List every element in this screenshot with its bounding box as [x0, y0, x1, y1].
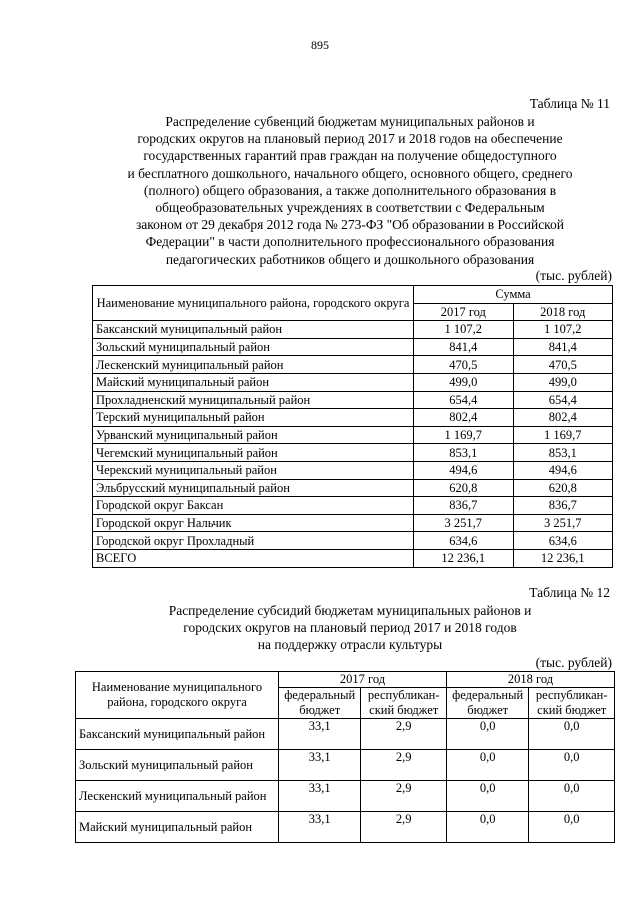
table-row — [76, 781, 615, 812]
row-value-2018: 853,1 — [513, 444, 612, 462]
row-name: Урванский муниципальный район — [93, 426, 414, 444]
row-value-2018: 841,4 — [513, 338, 612, 356]
row-value-2017: 836,7 — [414, 497, 513, 515]
table-row — [93, 409, 613, 427]
row-federal-2017: 33,1 — [279, 750, 361, 781]
row-name: Чегемский муниципальный район — [93, 444, 414, 462]
row-federal-2017: 33,1 — [279, 812, 361, 843]
row-republic-2017: 2,9 — [361, 781, 447, 812]
title-line: Распределение субвенций бюджетам муниципальных районов и — [165, 114, 535, 129]
header-republic-2017: республикан-ский бюджет — [361, 688, 447, 719]
row-value-2018: 470,5 — [513, 356, 612, 374]
table-row — [76, 750, 615, 781]
row-value-2018: 1 107,2 — [513, 321, 612, 339]
title-line: городских округов на плановый период 2017 и 2018 годов на обеспечение — [137, 131, 563, 147]
row-name: Зольский муниципальный район — [76, 750, 279, 781]
header-name: Наименование муниципального района, городского округа — [76, 672, 279, 719]
page-number: 895 — [311, 38, 329, 52]
row-value-2018: 620,8 — [513, 479, 612, 497]
header-name: Наименование муниципального района, городского округа — [93, 286, 414, 321]
table-row — [76, 719, 615, 750]
row-name: Городской округ Баксан — [93, 497, 414, 515]
row-value-2017: 634,6 — [414, 532, 513, 550]
row-name: Баксанский муниципальный район — [93, 321, 414, 339]
row-name: ВСЕГО — [93, 549, 414, 567]
row-value-2017: 12 236,1 — [414, 549, 513, 567]
row-name: Баксанский муниципальный район — [76, 719, 279, 750]
row-republic-2018: 0,0 — [529, 812, 615, 843]
row-value-2018: 802,4 — [513, 409, 612, 427]
title-line: государственных гарантий прав граждан на получение общедоступного — [143, 148, 557, 164]
title-line: законом от 29 декабря 2012 года № 273-ФЗ "Об образовании в Российской — [135, 217, 565, 233]
table-header-row — [76, 672, 615, 688]
table-row — [93, 356, 613, 374]
table-row — [93, 549, 613, 567]
row-value-2017: 853,1 — [414, 444, 513, 462]
row-value-2018: 494,6 — [513, 461, 612, 479]
table-row — [93, 426, 613, 444]
title-line: общеобразовательных учреждениях в соответствии с Федеральным — [155, 200, 545, 216]
row-republic-2018: 0,0 — [529, 781, 615, 812]
row-republic-2018: 0,0 — [529, 719, 615, 750]
row-value-2017: 654,4 — [414, 391, 513, 409]
row-value-2018: 499,0 — [513, 373, 612, 391]
row-federal-2018: 0,0 — [446, 781, 528, 812]
table-header-row — [93, 286, 613, 304]
header-federal-2018: федеральный бюджет — [446, 688, 528, 719]
table-11 — [92, 285, 613, 568]
table-12-title — [60, 602, 640, 654]
row-value-2017: 1 169,7 — [414, 426, 513, 444]
row-value-2017: 802,4 — [414, 409, 513, 427]
header-year-2018: 2018 год — [446, 672, 614, 688]
row-value-2017: 3 251,7 — [414, 514, 513, 532]
table-row — [93, 461, 613, 479]
row-value-2017: 620,8 — [414, 479, 513, 497]
row-name: Терский муниципальный район — [93, 409, 414, 427]
table-row — [93, 497, 613, 515]
table-row — [93, 373, 613, 391]
row-value-2017: 470,5 — [414, 356, 513, 374]
table-row — [93, 321, 613, 339]
table-row — [93, 532, 613, 550]
header-federal-2017: федеральный бюджет — [279, 688, 361, 719]
title-line: городских округов на плановый период 2017 и 2018 годов — [183, 620, 517, 636]
row-value-2017: 1 107,2 — [414, 321, 513, 339]
row-value-2018: 3 251,7 — [513, 514, 612, 532]
row-name: Майский муниципальный район — [93, 373, 414, 391]
title-line: педагогических работников общего и дошкольного образования — [165, 251, 535, 267]
title-line: на поддержку отрасли культуры — [257, 637, 443, 653]
row-name: Лескенский муниципальный район — [93, 356, 414, 374]
row-federal-2018: 0,0 — [446, 719, 528, 750]
row-value-2017: 841,4 — [414, 338, 513, 356]
header-sum: Сумма — [414, 286, 613, 304]
row-republic-2017: 2,9 — [361, 812, 447, 843]
table-row — [93, 391, 613, 409]
table-row — [93, 444, 613, 462]
table-row — [93, 514, 613, 532]
table-row — [76, 812, 615, 843]
header-republic-2018: республикан-ский бюджет — [529, 688, 615, 719]
table-11-units: (тыс. рублей) — [535, 268, 612, 283]
row-federal-2018: 0,0 — [446, 750, 528, 781]
row-republic-2017: 2,9 — [361, 719, 447, 750]
row-name: Городской округ Прохладный — [93, 532, 414, 550]
row-name: Эльбрусский муниципальный район — [93, 479, 414, 497]
row-name: Прохладненский муниципальный район — [93, 391, 414, 409]
row-value-2018: 634,6 — [513, 532, 612, 550]
header-year-2017: 2017 год — [414, 303, 513, 321]
table-11-label: Таблица № 11 — [529, 96, 610, 111]
header-year-2017: 2017 год — [279, 672, 447, 688]
row-value-2017: 494,6 — [414, 461, 513, 479]
table-12-units: (тыс. рублей) — [535, 655, 612, 670]
row-name: Лескенский муниципальный район — [76, 781, 279, 812]
title-line: Распределение субсидий бюджетам муниципальных районов и — [168, 603, 532, 618]
title-line: Федерации" в части дополнительного профессионального образования — [145, 234, 555, 250]
row-federal-2017: 33,1 — [279, 781, 361, 812]
row-federal-2017: 33,1 — [279, 719, 361, 750]
table-row — [93, 479, 613, 497]
row-name: Майский муниципальный район — [76, 812, 279, 843]
row-name: Черекский муниципальный район — [93, 461, 414, 479]
table-12-label: Таблица № 12 — [529, 585, 610, 600]
title-line: (полного) общего образования, а также дополнительного образования в — [143, 182, 557, 198]
header-year-2018: 2018 год — [513, 303, 612, 321]
row-federal-2018: 0,0 — [446, 812, 528, 843]
row-value-2018: 12 236,1 — [513, 549, 612, 567]
row-name: Зольский муниципальный район — [93, 338, 414, 356]
title-line: и бесплатного дошкольного, начального общего, основного общего, среднего — [127, 165, 573, 181]
row-value-2018: 654,4 — [513, 391, 612, 409]
table-12 — [75, 671, 615, 843]
row-republic-2017: 2,9 — [361, 750, 447, 781]
table-11-title — [60, 113, 640, 268]
row-value-2018: 1 169,7 — [513, 426, 612, 444]
row-value-2017: 499,0 — [414, 373, 513, 391]
row-name: Городской округ Нальчик — [93, 514, 414, 532]
row-republic-2018: 0,0 — [529, 750, 615, 781]
row-value-2018: 836,7 — [513, 497, 612, 515]
table-row — [93, 338, 613, 356]
